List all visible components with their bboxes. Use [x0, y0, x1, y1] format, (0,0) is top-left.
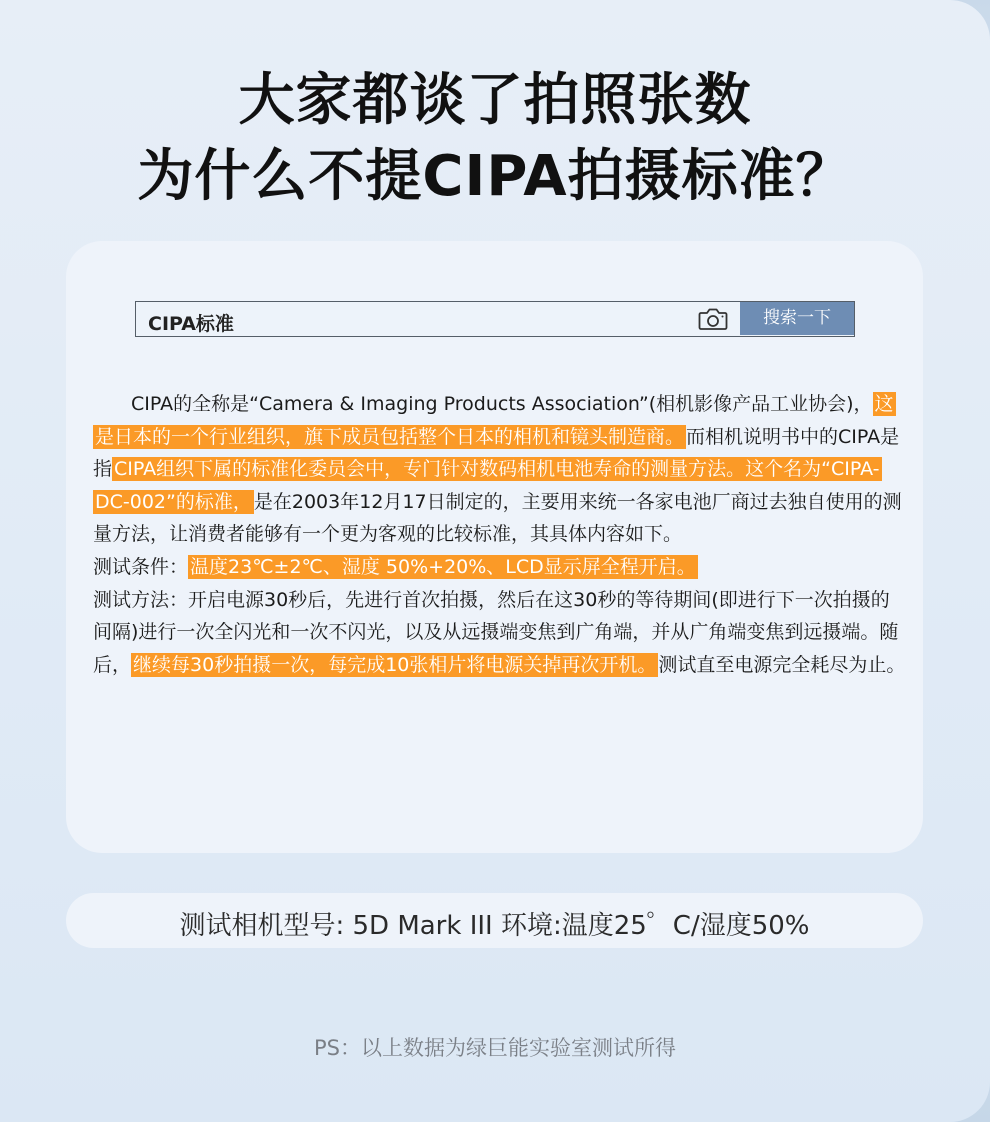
text-segment: 测试直至电源完全耗尽为止。 — [658, 653, 906, 676]
text-segment: 而相机说明书中的CIPA是指 — [93, 425, 900, 481]
text-segment: CIPA的全称是“Camera & Imaging Products Association”(相机影像产品工业协会)， — [131, 393, 873, 415]
page-title-line-1: 大家都谈了拍照张数 — [238, 68, 752, 133]
page-title-line-2: 为什么不提CIPA拍摄标准？ — [137, 144, 853, 209]
text-segment: 测试条件： — [93, 555, 189, 578]
paragraph-test-conditions — [93, 551, 908, 584]
paragraph-test-method — [93, 584, 908, 682]
test-info-text: 测试相机型号: 5D Mark III 环境:温度25゜C/湿度50% — [179, 911, 810, 941]
test-info-bar — [66, 893, 923, 948]
highlight-segment: 这是日本的一个行业组织，旗下成员包括整个日本的相机和镜头制造商。 — [95, 393, 894, 448]
search-input[interactable]: CIPA标准 — [148, 313, 234, 335]
ps-note: PS：以上数据为绿巨能实验室测试所得 — [314, 1036, 676, 1060]
paragraph-intro — [93, 388, 908, 551]
search-button[interactable]: 搜索一下 — [740, 302, 854, 335]
text-segment: 是在2003年12月17日制定的，主要用来统一各家电池厂商过去独自使用的测量方法，让消费者能够有一个更为客观的比较标准，其具体内容如下。 — [93, 490, 902, 546]
text-segment: 测试方法：开启电源30秒后，先进行首次拍摄，然后在这30秒的等待期间(即进行下一次拍摄的间隔)进行一次全闪光和一次不闪光，以及从远摄端变焦到广角端，并从广角端变焦到远摄端。随后， — [93, 588, 899, 676]
highlight-segment: CIPA组织下属的标准化委员会中，专门针对数码相机电池寿命的测量方法。这个名为“CIPA-DC-002”的标准， — [95, 458, 880, 513]
highlight-segment: 温度23℃±2℃、湿度 50%+20%、LCD显示屏全程开启。 — [190, 555, 696, 578]
search-bar[interactable] — [135, 301, 855, 337]
camera-icon[interactable] — [698, 306, 728, 332]
highlight-segment: 继续每30秒拍摄一次，每完成10张相片将电源关掉再次开机。 — [133, 653, 657, 676]
article-body — [93, 388, 908, 681]
